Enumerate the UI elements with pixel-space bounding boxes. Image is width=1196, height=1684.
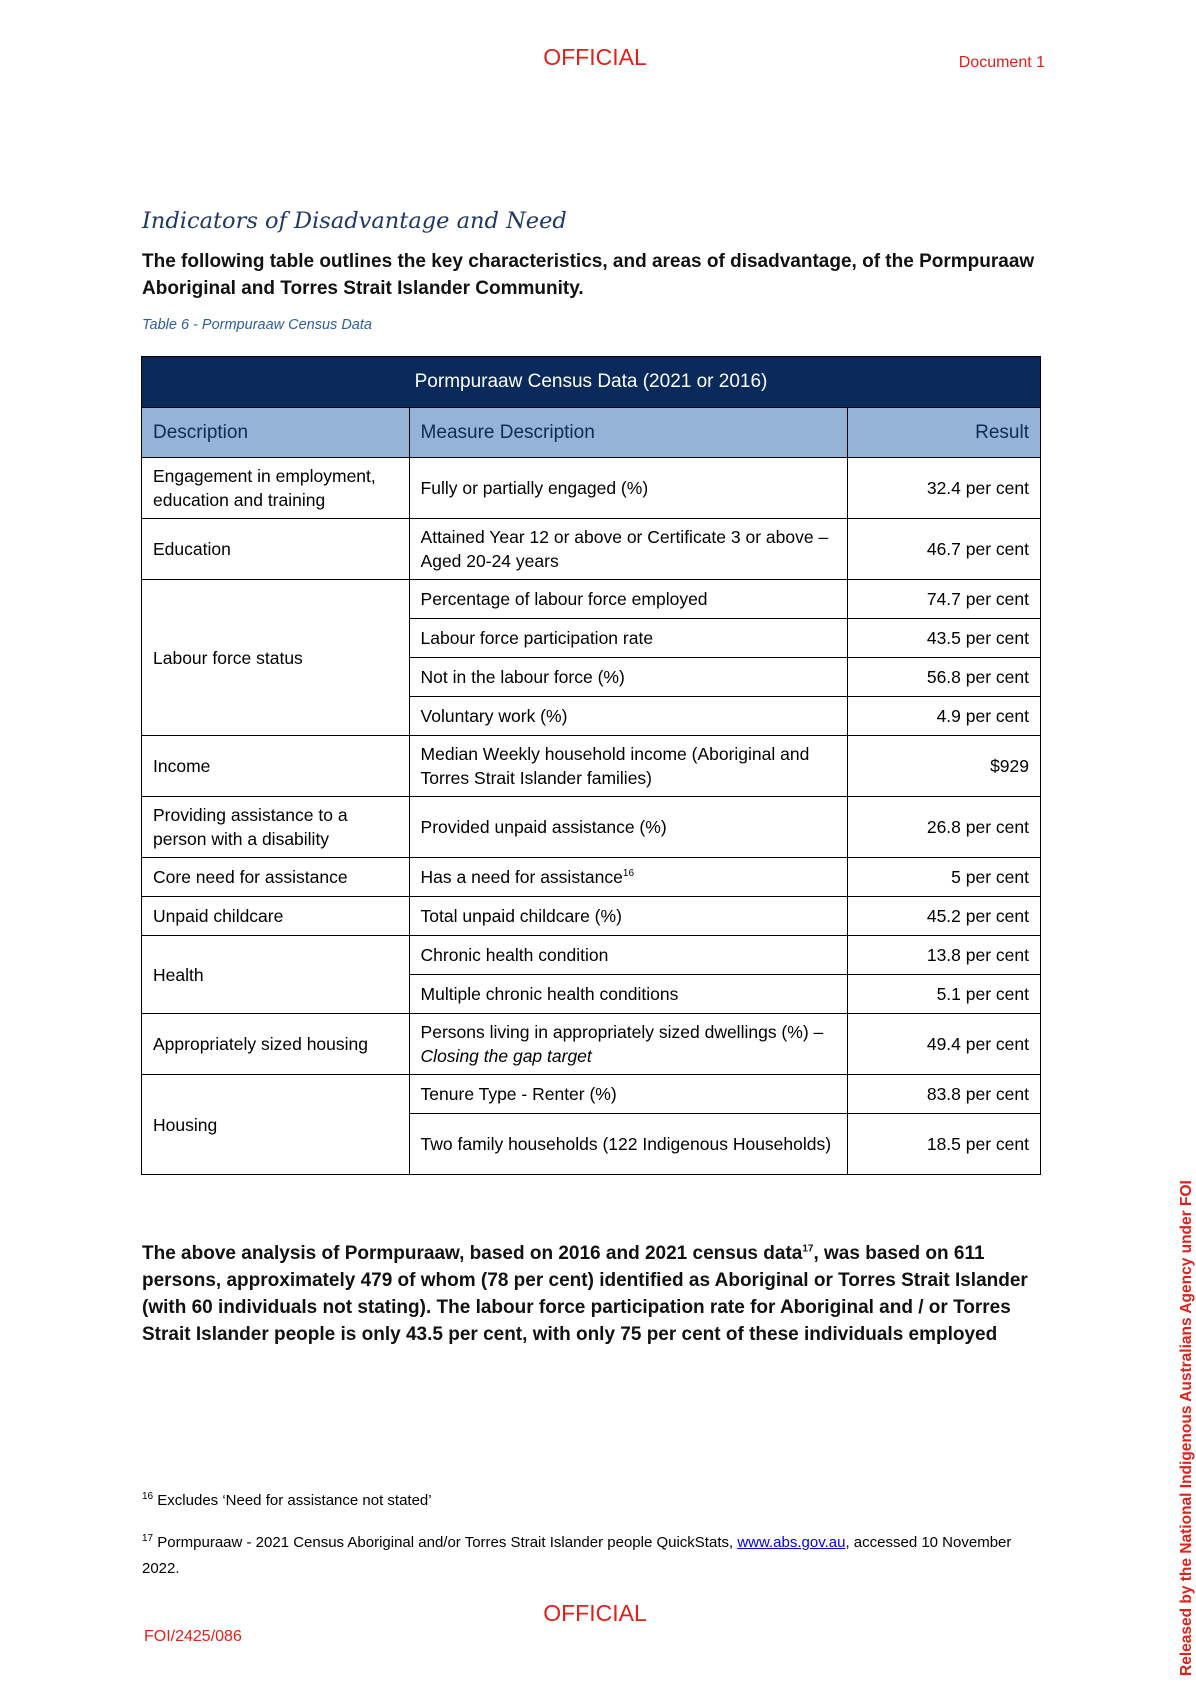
row-description: Core need for assistance xyxy=(142,858,410,897)
row-result: 5.1 per cent xyxy=(848,975,1041,1014)
footnote-ref: 16 xyxy=(622,868,635,880)
measure-text: Persons living in appropriately sized dwellings (%) – xyxy=(420,1022,824,1042)
row-description: Unpaid childcare xyxy=(142,897,410,936)
table-header-row xyxy=(142,408,1041,458)
classification-bottom: OFFICIAL xyxy=(543,1600,647,1626)
census-table xyxy=(141,356,1041,1175)
row-measure: Fully or partially engaged (%) xyxy=(409,458,848,519)
table-row xyxy=(142,736,1041,797)
row-result: 32.4 per cent xyxy=(848,458,1041,519)
summary-text-start: The above analysis of Pormpuraaw, based on 2016 and 2021 census data xyxy=(142,1243,803,1264)
row-result: 49.4 per cent xyxy=(848,1014,1041,1075)
row-measure: Chronic health condition xyxy=(409,936,848,975)
row-result: 46.7 per cent xyxy=(848,519,1041,580)
footnote-ref: 17 xyxy=(802,1243,814,1255)
table-row xyxy=(142,797,1041,858)
row-measure: Labour force participation rate xyxy=(409,619,848,658)
row-result: 18.5 per cent xyxy=(848,1114,1041,1175)
footnote-text-end: , accessed 10 November 2022. xyxy=(142,1534,1012,1577)
row-description: Education xyxy=(142,519,410,580)
table-row xyxy=(142,1014,1041,1075)
row-measure: Median Weekly household income (Aboriginal and Torres Strait Islander families) xyxy=(409,736,848,797)
release-watermark: Released by the National Indigenous Australians Agency under FOI xyxy=(1178,1180,1195,1676)
row-result: 26.8 per cent xyxy=(848,797,1041,858)
measure-text: Has a need for assistance xyxy=(420,867,623,887)
row-description: Engagement in employment, education and training xyxy=(142,458,410,519)
row-measure: Multiple chronic health conditions xyxy=(409,975,848,1014)
footnote-text: Excludes ‘Need for assistance not stated’ xyxy=(157,1492,432,1509)
row-result: 4.9 per cent xyxy=(848,697,1041,736)
row-result: 13.8 per cent xyxy=(848,936,1041,975)
row-result: 5 per cent xyxy=(848,858,1041,897)
row-measure xyxy=(409,1014,848,1075)
document-label: Document 1 xyxy=(958,54,1045,71)
header-result: Result xyxy=(848,408,1041,458)
footnote-text: Pormpuraaw - 2021 Census Aboriginal and/or Torres Strait Islander people QuickStats, xyxy=(157,1534,734,1551)
table-row xyxy=(142,458,1041,519)
row-measure: Attained Year 12 or above or Certificate 3 or above – Aged 20-24 years xyxy=(409,519,848,580)
row-measure: Provided unpaid assistance (%) xyxy=(409,797,848,858)
row-measure: Not in the labour force (%) xyxy=(409,658,848,697)
row-description: Income xyxy=(142,736,410,797)
header-measure: Measure Description xyxy=(409,408,848,458)
row-result: 43.5 per cent xyxy=(848,619,1041,658)
summary-paragraph xyxy=(142,1240,1042,1348)
footnote-16 xyxy=(142,1492,432,1509)
row-measure: Total unpaid childcare (%) xyxy=(409,897,848,936)
measure-italic-text: Closing the gap target xyxy=(420,1046,592,1066)
row-description: Appropriately sized housing xyxy=(142,1014,410,1075)
table-row xyxy=(142,580,1041,619)
abs-website-link[interactable]: www.abs.gov.au xyxy=(737,1534,846,1551)
row-result: 83.8 per cent xyxy=(848,1075,1041,1114)
classification-top: OFFICIAL xyxy=(543,44,647,70)
row-result: 45.2 per cent xyxy=(848,897,1041,936)
table-row xyxy=(142,858,1041,897)
table-title: Pormpuraaw Census Data (2021 or 2016) xyxy=(142,357,1041,408)
table-caption: Table 6 - Pormpuraaw Census Data xyxy=(142,317,372,333)
header-description: Description xyxy=(142,408,410,458)
footnote-number: 16 xyxy=(142,1491,154,1502)
row-result: 74.7 per cent xyxy=(848,580,1041,619)
table-row xyxy=(142,936,1041,975)
table-row xyxy=(142,897,1041,936)
footnote-17 xyxy=(142,1530,1042,1582)
foi-reference: FOI/2425/086 xyxy=(144,1628,242,1645)
section-title: Indicators of Disadvantage and Need xyxy=(142,208,567,234)
row-description: Housing xyxy=(142,1075,410,1175)
row-result: $929 xyxy=(848,736,1041,797)
row-measure: Percentage of labour force employed xyxy=(409,580,848,619)
footnote-number: 17 xyxy=(142,1533,154,1544)
summary-text-end: , was based on 611 persons, approximately 479 of whom (78 per cent) identified as Aboriginal or Torres Strait Islander (with 60 individuals not stating). The labour force participation rate for Aboriginal and / or Torres Strait Islander people is only 43.5 per cent, with only 75 per cent of these individuals employed xyxy=(142,1243,1028,1345)
intro-paragraph: The following table outlines the key characteristics, and areas of disadvantage, of the Pormpuraaw Aboriginal and Torres Strait Islander Community. xyxy=(142,251,1035,299)
row-measure: Tenure Type - Renter (%) xyxy=(409,1075,848,1114)
row-description: Labour force status xyxy=(142,580,410,736)
table-row xyxy=(142,519,1041,580)
row-description: Health xyxy=(142,936,410,1014)
table-row xyxy=(142,1075,1041,1114)
row-result: 56.8 per cent xyxy=(848,658,1041,697)
row-description: Providing assistance to a person with a disability xyxy=(142,797,410,858)
row-measure: Two family households (122 Indigenous Households) xyxy=(409,1114,848,1175)
row-measure xyxy=(409,858,848,897)
row-measure: Voluntary work (%) xyxy=(409,697,848,736)
